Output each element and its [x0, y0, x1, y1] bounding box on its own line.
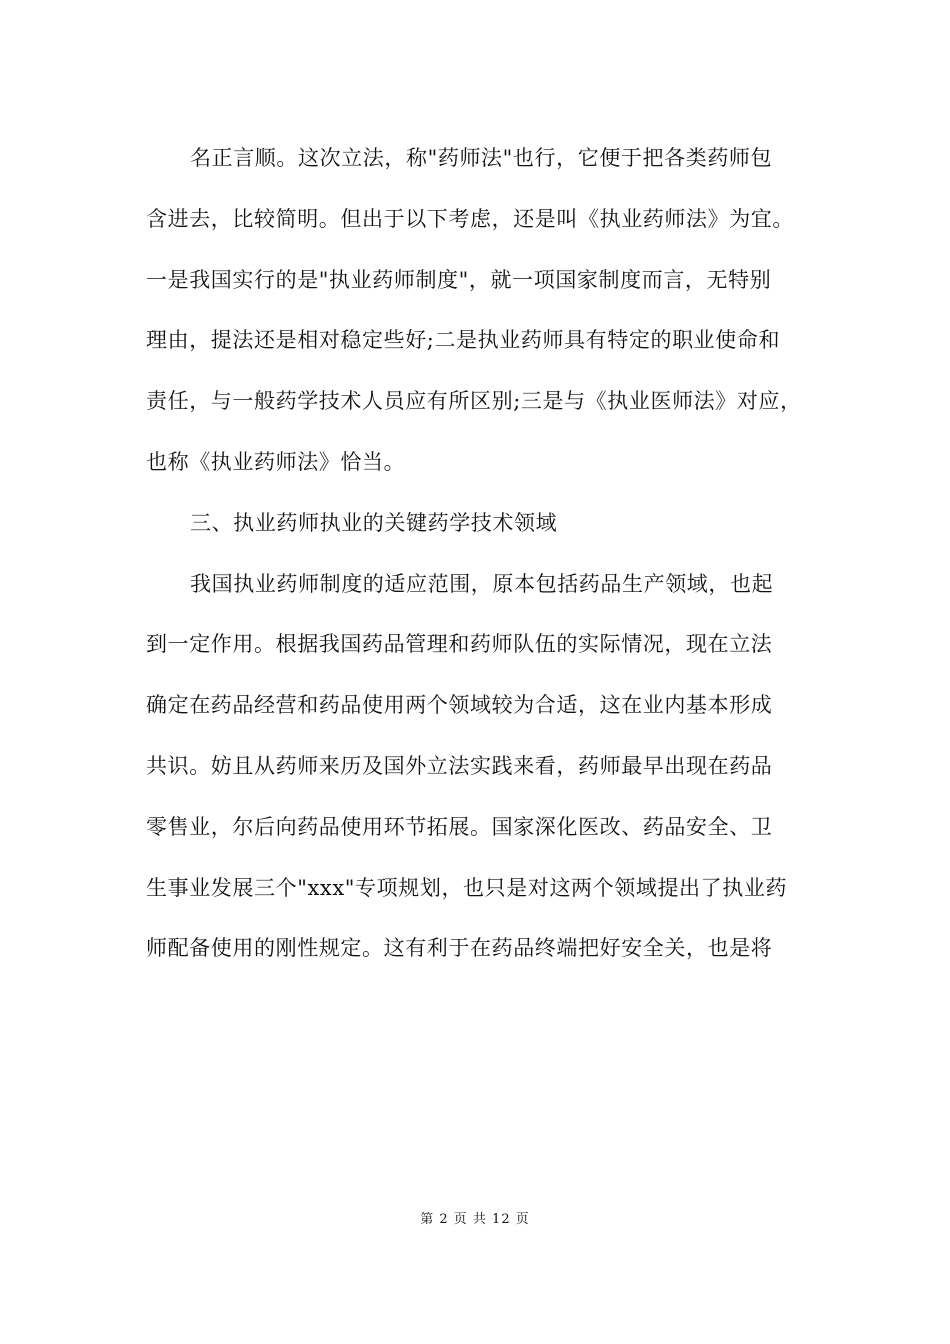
- page-number: 第 2 页 共 12 页: [420, 1212, 530, 1227]
- text-line: 含进去，比较简明。但出于以下考虑，还是叫《执业药师法》为宜。: [146, 206, 794, 231]
- text-line: 确定在药品经营和药品使用两个领域较为合适，这在业内基本形成: [146, 693, 773, 718]
- text-line: 名正言顺。这次立法，称"药师法"也行，它便于把各类药师包: [190, 146, 773, 170]
- text-line: 生事业发展三个"xxx"专项规划，也只是对这两个领域提出了执业药: [146, 875, 788, 900]
- text-line: 我国执业药师制度的适应范围，原本包括药品生产领域，也起: [190, 571, 774, 596]
- page-footer: [0, 1208, 950, 1227]
- text-line: 师配备使用的刚性规定。这有利于在药品终端把好安全关，也是将: [146, 936, 773, 961]
- text-line: 到一定作用。根据我国药品管理和药师队伍的实际情况，现在立法: [146, 632, 773, 657]
- text-line: 共识。妨且从药师来历及国外立法实践来看，药师最早出现在药品: [146, 753, 773, 778]
- text-line: 也称《执业药师法》恰当。: [146, 449, 406, 474]
- text-line: 一是我国实行的是"执业药师制度"，就一项国家制度而言，无特别: [146, 267, 772, 292]
- text-line: 零售业，尔后向药品使用环节拓展。国家深化医改、药品安全、卫: [146, 814, 773, 839]
- section-heading: 三、执业药师执业的关键药学技术领域: [190, 510, 558, 535]
- text-line: 责任，与一般药学技术人员应有所区别;三是与《执业医师法》对应，: [146, 389, 802, 414]
- body-text: [146, 128, 818, 979]
- text-line: 理由，提法还是相对稳定些好;二是执业药师具有特定的职业使命和: [146, 328, 781, 353]
